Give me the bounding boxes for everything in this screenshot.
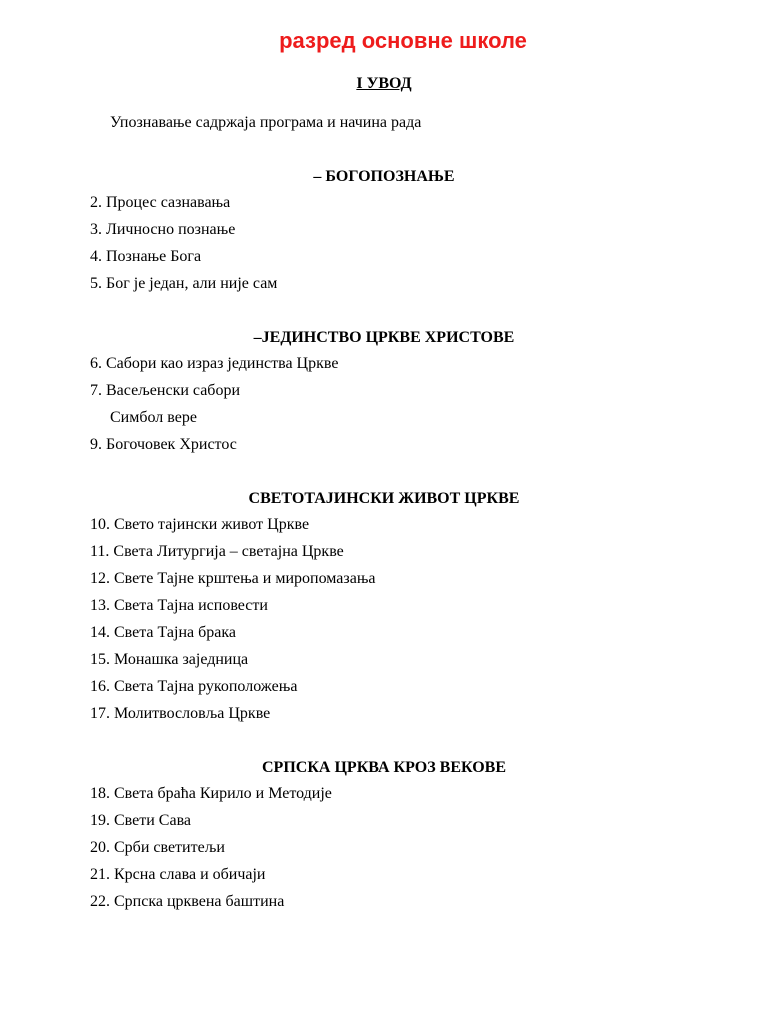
intro-text: Упознавање садржаја програма и начина рада	[110, 114, 422, 131]
list-item: 19. Свети Сава	[90, 812, 192, 829]
list-item: 11. Света Литургија – светајна Цркве	[90, 543, 344, 560]
list-item: 20. Срби светитељи	[90, 839, 225, 856]
list-item: 6. Сабори као израз јединства Цркве	[90, 355, 339, 372]
section-heading-srpska-crkva: СРПСКА ЦРКВА КРОЗ ВЕКОВЕ	[261, 759, 507, 776]
list-item: 22. Српска црквена баштина	[90, 893, 285, 910]
list-item: 14. Света Тајна брака	[90, 624, 236, 641]
list-item: 5. Бог је један, али није сам	[90, 275, 278, 292]
list-item: 12. Свете Тајне крштења и миропомазања	[90, 570, 376, 587]
list-item: 3. Личносно познање	[90, 221, 236, 238]
list-item: 7. Васељенски сабори	[90, 382, 241, 399]
list-item: 21. Крсна слава и обичаји	[90, 866, 266, 883]
intro-heading: I УВОД	[356, 75, 412, 92]
list-item: 16. Света Тајна рукоположења	[90, 678, 298, 695]
document-title: разред основне школе	[279, 28, 527, 53]
list-item: 2. Процес сазнавања	[90, 194, 231, 211]
section-heading-jedinstvo-crkve: –ЈЕДИНСТВО ЦРКВЕ ХРИСТОВЕ	[253, 329, 515, 346]
section-heading-svetotajinski-zivot: СВЕТОТАЈИНСКИ ЖИВОТ ЦРКВЕ	[248, 490, 520, 507]
list-item: 13. Света Тајна исповести	[90, 597, 268, 614]
list-item: 17. Молитвословља Цркве	[90, 705, 271, 722]
list-item: Симбол вере	[110, 409, 197, 426]
list-item: 9. Богочовек Христос	[90, 436, 237, 453]
section-heading-bogopoznanje: – БОГОПОЗНАЊЕ	[313, 168, 455, 185]
list-item: 4. Познање Бога	[90, 248, 202, 265]
list-item: 15. Монашка заједница	[90, 651, 249, 668]
list-item: 18. Света браћа Кирило и Методије	[90, 785, 332, 802]
list-item: 10. Свето тајински живот Цркве	[90, 516, 310, 533]
